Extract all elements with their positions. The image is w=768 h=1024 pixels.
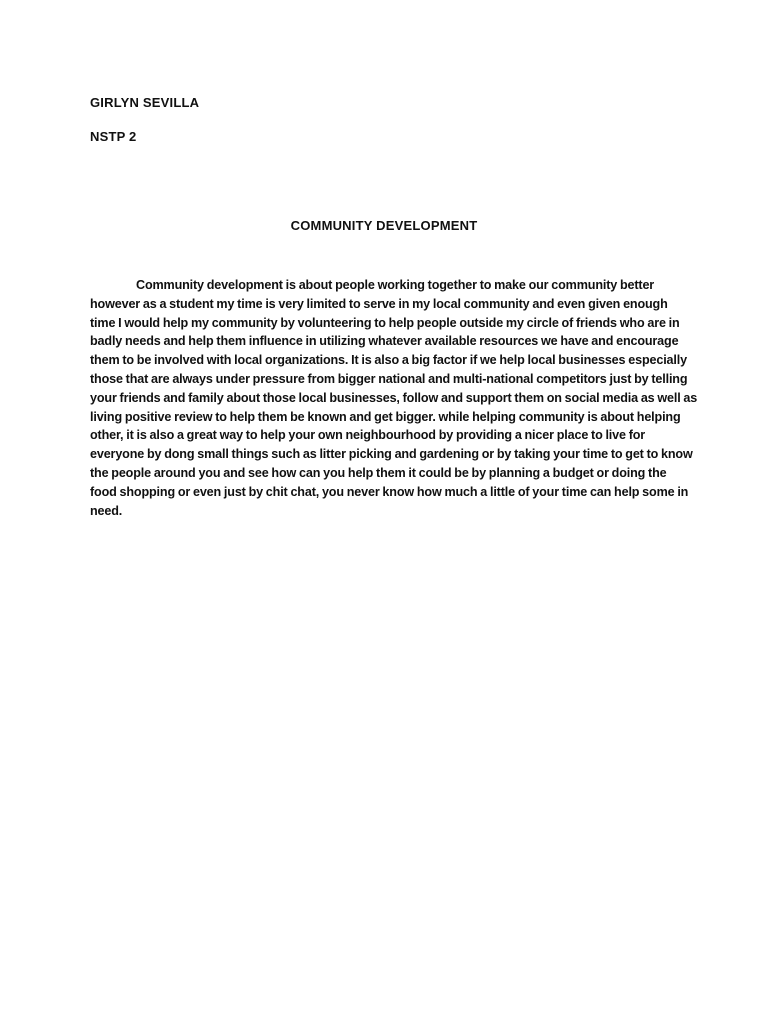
- author-name: GIRLYN SEVILLA: [90, 95, 200, 110]
- course-code: NSTP 2: [90, 129, 137, 144]
- paragraph-line: your friends and family about those local businesses, follow and support them on social media as well as: [90, 390, 698, 405]
- paragraph-line: living positive review to help them be known and get bigger. while helping community is about helping: [90, 409, 681, 424]
- paragraph-line: need.: [90, 503, 123, 518]
- document-title: COMMUNITY DEVELOPMENT: [290, 218, 478, 233]
- body-paragraph: [90, 276, 698, 520]
- paragraph-line: the people around you and see how can you help them it could be by planning a budget or doing the: [90, 465, 667, 480]
- paragraph-line: those that are always under pressure from bigger national and multi-national competitors just by telling: [90, 371, 688, 386]
- paragraph-line: however as a student my time is very limited to serve in my local community and even given enough: [90, 296, 668, 311]
- paragraph-line: them to be involved with local organizations. It is also a big factor if we help local businesses especially: [90, 353, 687, 368]
- paragraph-line: food shopping or even just by chit chat, you never know how much a little of your time can help some in: [90, 484, 689, 499]
- paragraph-line: time I would help my community by volunteering to help people outside my circle of friends who are in: [90, 315, 680, 330]
- paragraph-line: other, it is also a great way to help your own neighbourhood by providing a nicer place to live for: [90, 428, 646, 443]
- paragraph-line: badly needs and help them influence in utilizing whatever available resources we have and encourage: [90, 334, 679, 349]
- paragraph-line: Community development is about people working together to make our community better: [136, 278, 655, 292]
- paragraph-line: everyone by dong small things such as litter picking and gardening or by taking your time to get to know: [90, 447, 693, 462]
